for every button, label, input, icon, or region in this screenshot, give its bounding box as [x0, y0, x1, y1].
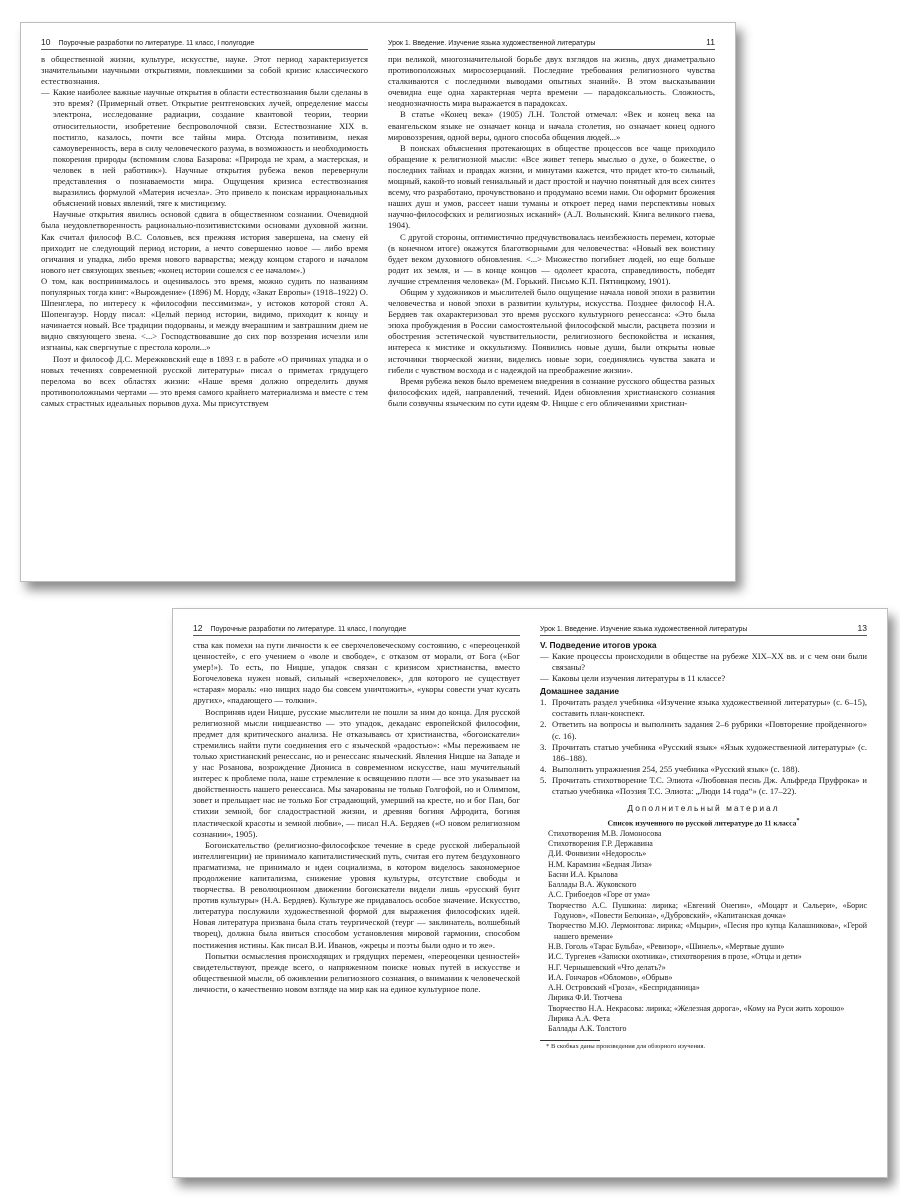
reading-list-item: Д.И. Фонвизин «Недоросль» [548, 849, 647, 859]
paragraph-text: В поисках объяснения протекающих в обществе процессов все чаще приходило обращение к религиозной мысли: «Все живет теперь мыслью о духе, о божестве, о последних тайнах и правдах жизни, и минутами кажется, что придет кто-то сильный, мощный, какой-то новый гениальный и даст простой и научно понятный для всех синтез всему, что разработано, прочувствовано и продумано всеми нами. Он оформит брожения наших душ и умов, рассеет наши туманы и откроет перед нами перспективы новых научно-философских и религиозных исканий» (А.Л. Волынский. Книга великого гнева, 1904). [388, 142, 715, 231]
homework-number: 3. [540, 741, 547, 752]
running-head [540, 623, 867, 636]
running-title: Поурочные разработки по литературе. 11 класс, I полугодие [58, 40, 255, 47]
dash-marker: — [540, 673, 549, 684]
running-title: Урок 1. Введение. Изучение языка художественной литературы [540, 626, 748, 633]
paragraph-text: Научные открытия явились основой сдвига в общественном сознании. Очевидной была неудовлетворенность рационально-позитивистскими основами духовной жизни. Как считал философ В.С. Соловьев, вся прежняя история завершена, на смену ей приходит не следующий период истории, а нечто совершенно новое — либо время огичания и упадка, либо время нового варварства; между концом старого и началом нового нет связующих звеньев; «конец истории сошелся с ее началом».) [41, 209, 368, 275]
page-number: 11 [706, 37, 715, 47]
reading-list-title-text: Список изученного по русской литературе до 11 класса [607, 818, 797, 828]
reading-list-item: Творчество М.Ю. Лермонтова: лирика; «Мцыри», «Песня про купца Калашникова», «Герой нашего времени» [548, 921, 867, 941]
homework-item [540, 697, 867, 719]
page-number: 12 [193, 623, 203, 633]
paragraph-text: Время рубежа веков было временем внедрения в сознание русского общества разных философских идей, направлений, течений. Идеи обновления христианского сознания были созвучны языческим по сути идеям Ф. Ницше с его обличениями христиан- [388, 375, 715, 408]
paragraph [41, 54, 368, 87]
running-head [388, 37, 715, 50]
homework-number: 5. [540, 774, 547, 785]
homework-text: Прочитать раздел учебника «Изучение языка художественной литературы» (с. 6–15), составить план-конспект. [552, 697, 867, 719]
reading-list-item: Н.В. Гоголь «Тарас Бульба», «Ревизор», «Шинель», «Мертвые души» [548, 941, 785, 951]
dash-marker: — [41, 87, 50, 98]
reading-list-item: Басни И.А. Крылова [548, 869, 618, 879]
homework-list [540, 697, 867, 797]
paragraph [388, 54, 715, 109]
paragraph [193, 640, 520, 707]
reading-list-item: Стихотворения М.В. Ломоносова [548, 828, 662, 838]
paragraph [41, 354, 368, 409]
reading-list-item: Стихотворения Г.Р. Державина [548, 838, 653, 848]
body-text [193, 640, 520, 995]
homework-number: 4. [540, 763, 547, 774]
footnote-rule [540, 1040, 600, 1041]
paragraph-text: Какие наиболее важные научные открытия в области естествознания были сделаны в это время? (Примерный ответ. Открытие рентгеновских лучей, определение массы электрона, исследование радиации, создание квантовой теории, теории относительности, изобретение беспроволочной связи. Естествознание XIX в. постигло, казалось, почти все тайны мира. Отсюда позитивизм, некая самоуверенность, вера в силу человеческого разума, в возможность и необходимость покорения природы (вспомним слова Базарова: «Природа не храм, а мастерская, и человек в ней работник»). Научные открытия рубежа веков перевернули представления о познаваемости мира. Ощущения кризиса естествознания выразились формулой «Материя исчезла». Это привело к поискам иррациональных объяснений новых явлений, тяге к мистицизму. [53, 87, 368, 209]
reading-list-item: Творчество А.С. Пушкина: лирика; «Евгений Онегин», «Моцарт и Сальери», «Борис Годунов», «Повести Белкина», «Дубровский», «Капитанская дочка» [548, 900, 867, 921]
paragraph-text: Восприняв идеи Ницше, русские мыслители не пошли за ним до конца. Для русской религиозной мысли ницшеанство — это упадок, декаданс европейской философии, предмет для критического анализа. Не отказываясь от христианства, «богоискатели» стремились найти пути соединения его с языческой «радостью»: «Мы переживаем не только христианский ренессанс, но и ренессанс языческий. Явления Ницше на Западе и у нас Розанова, возрождение Диониса в современном искусстве, наш мучительный интерес к проблеме пола, наше стремление к освящению плоти — все это указывает на двойственность нашего ренессанса. Мы зачарованы не только Голгофой, но и Олимпом, зовет и прельщает нас не только Бог страдающий, умерший на кресте, но и бог Пан, бог стихии земной, бог сладострастной жизни, и древняя богиня Афродита, богиня пластической красоты и земной любви», — писал Н.А. Бердяев («О новом религиозном сознании», 1905). [193, 706, 520, 839]
page-13 [530, 609, 887, 1177]
reading-list-item: Лирика Ф.И. Тютчева [548, 993, 623, 1003]
review-question [540, 651, 867, 673]
footnote-mark: * [796, 818, 800, 825]
reading-list [540, 829, 867, 1035]
homework-text: Прочитать стихотворение Т.С. Элиота «Любовная песнь Дж. Альфреда Пруфрока» и статью учебника «Поэзия Т.С. Элиота: „Люди 14 года“» (с. 17–22). [552, 774, 867, 797]
homework-number: 1. [540, 697, 547, 708]
page-11 [378, 23, 735, 581]
paragraph [388, 376, 715, 409]
paragraph [388, 109, 715, 142]
extra-material-heading: Дополнительный материал [627, 803, 780, 814]
footnote: * В скобках даны произведения для обзорного изучения. [546, 1042, 706, 1050]
running-head [193, 623, 520, 636]
paragraph-text: Богоискательство (религиозно-философское течение в среде русской либеральной интеллигенции) не принимало капиталистический путь, считая его путем бездуховного прагматизма, не принимало и идеи социализма, в котором виделось закономерное продолжение капитализма, снижение уровня культуры, отсутствие свободы и творчества. В революционном движении богоискатели видели лишь «русский бунт против культуры» (Н.А. Бердяев). Культуре же придавалось особое значение. Искусство, литература послужили художественной формой для выражения философских идей. Новая литература призвана была стать теургической (теург — заклинатель, волшебный творец), должна была явиться способом установления мировой гармонии, способом постижения истины. Как писал В.И. Иванов, «жрецы и поэты были одно и то же». [193, 839, 520, 950]
dash-marker: — [540, 651, 549, 661]
reading-list-item: И.А. Гончаров «Обломов», «Обрыв» [548, 972, 673, 982]
running-title: Урок 1. Введение. Изучение языка художественной литературы [388, 40, 596, 47]
reading-list-title [540, 818, 867, 828]
paragraph-text: при великой, многозначительной борьбе двух взглядов на жизнь, двух диаметрально противоположных миросозерцаний. Последние требования религиозного чувства сталкиваются с последними выводами опытных знаний». В этом высказывании очевидна еще одна характерная черта времени — парадоксальность. Сложность, неоднозначность мира выражается в парадоксах. [388, 54, 715, 109]
page-number: 10 [41, 37, 51, 47]
homework-item [540, 775, 867, 797]
homework-text: Прочитать статью учебника «Русский язык» «Язык художественной литературы» (с. 186–188). [552, 741, 867, 763]
review-questions [540, 651, 867, 684]
running-title: Поурочные разработки по литературе. 11 класс, I полугодие [210, 626, 407, 633]
paragraph [388, 287, 715, 376]
reading-list-item: А.С. Грибоедов «Горе от ума» [548, 890, 651, 900]
paragraph [193, 840, 520, 951]
paragraph-text: в общественной жизни, культуре, искусстве, науке. Этот период характеризуется значительными научными открытиями, повлекшими за собой кризис классического естествознания. [41, 54, 368, 87]
paragraph [193, 707, 520, 840]
reading-list-item: Лирика А.А. Фета [548, 1014, 610, 1023]
running-head [41, 37, 368, 50]
paragraph-text: О том, как воспринималось и оценивалось это время, можно судить по названиям популярных тогда книг: «Вырождение» (1896) М. Норду, «Закат Европы» (1918–1922) О. Шпенглера, по интересу к «философии пессимизма», у истоков которой стоял А. Шопенгауэр. Норду писал: «Целый период истории, видимо, приходит к концу и начинается новый. Все традиции подорваны, и между вчерашним и завтрашним днем не видно связующего звена. <...> Господствовавшие до сих пор воззрения исчезли или изгнаны, как свергнутые с престола короли...» [41, 275, 368, 353]
paragraph-text: Общим у художников и мыслителей было ощущение начала новой эпохи в развитии человечества и новой эпохи в развитии культуры, искусства. Позднее философ Н.А. Бердяев так охарактеризовал это время русского культурного ренессанса: «Это была эпоха пробуждения в России самостоятельной философской мысли, расцвета поэзии и обострения эстетической чувствительности, религиозного беспокойства и искания, интереса к мистике и оккультизму. Появились новые души, были открыты новые источники творческой жизни, виделись новые зори, соединялись чувства заката и гибели с чувством восхода и с надеждой на преображение жизни». [388, 286, 715, 375]
reading-list-item: Баллады А.К. Толстого [548, 1024, 627, 1034]
homework-text: Выполнить упражнения 254, 255 учебника «Русский язык» (с. 188). [552, 763, 800, 774]
section-heading: V. Подведение итогов урока [540, 640, 657, 650]
paragraph [41, 87, 368, 209]
paragraph [193, 951, 520, 995]
paragraph [388, 143, 715, 232]
page-number: 13 [857, 623, 867, 633]
paragraph-text: В статье «Конец века» (1905) Л.Н. Толстой отмечал: «Век и конец века на евангельском языке не означает конца и начала столетия, но означает конец одного мировоззрения, одной веры, одного способа общения людей...» [388, 109, 715, 142]
paragraph [388, 232, 715, 287]
review-question [540, 673, 867, 684]
page-12 [173, 609, 530, 1177]
paragraph [41, 276, 368, 354]
book-spread-pages-12-13 [172, 608, 888, 1178]
paragraph-text: ства как помехи на пути личности к ее сверхчеловеческому состоянию, с «переоценкой ценностей», с его учением о «воле и свободе», с отказом от морали, от Бога («Бог умер!»). То есть, по Ницше, упадок связан с кризисом христианства, вместо Богочеловека нужен новый, сильный «сверхчеловек», для которого не существует «старая» мораль: «но нищих надо бы совсем уничтожить», «укоры совести учат кусать других», «падающего — толкни». [193, 640, 520, 706]
body-text [388, 54, 715, 409]
paragraph [41, 209, 368, 276]
paragraph-text: Попытки осмысления происходящих и грядущих перемен, «переоценки ценностей» свидетельствуют, прежде всего, о напряженном поиске новых путей в искусстве и общественной мысли, об оживлении религиозного сознания, о внимании к человеческой личности, о качественно новом взгляде на мир как на единое культурное поле. [193, 950, 520, 994]
question-text: Каковы цели изучения литературы в 11 классе? [552, 673, 726, 684]
reading-list-item: А.Н. Островский «Гроза», «Бесприданница» [548, 983, 700, 993]
homework-heading: Домашнее задание [540, 686, 620, 697]
paragraph-text: Поэт и философ Д.С. Мережковский еще в 1893 г. в работе «О причинах упадка и о новых течениях современной русской литературы» писал о приметах грядущего перелома во всех областях жизни: «Наше время должно определить двумя противоположными чертами — это время самого крайнего материализма и вместе с тем самых страстных идеальных порывов духа. Мы присутствуем [41, 353, 368, 408]
homework-item [540, 719, 867, 741]
paragraph-text: С другой стороны, оптимистично предчувствовалась неизбежность перемен, которые (в конечном итоге) окажутся благотворными для человечества: «Новый век воистину будет веком духовного обновления. <...> Множество погибнет людей, но еще больше родит их земля, и — в конце концов — одолеет красота, справедливость, победят лучшие стремления человека» (М. Горький. Письмо К.П. Пятницкому, 1901). [388, 231, 715, 286]
reading-list-item: Н.Г. Чернышевский «Что делать?» [548, 962, 666, 972]
homework-text: Ответить на вопросы и выполнить задания 2–6 рубрики «Повторение пройденного» (с. 16). [552, 719, 867, 741]
reading-list-item: И.С. Тургенев «Записки охотника», стихотворения в прозе, «Отцы и дети» [548, 952, 802, 962]
homework-item [540, 742, 867, 764]
homework-item [540, 764, 867, 775]
book-spread-pages-10-11 [20, 22, 736, 582]
page-10 [21, 23, 378, 581]
question-text: Какие процессы происходили в обществе на рубеже XIX–XX вв. и с чем они были связаны? [552, 651, 867, 673]
reading-list-item: Баллады В.А. Жуковского [548, 880, 637, 890]
body-text [41, 54, 368, 409]
reading-list-item: Н.М. Карамзин «Бедная Лиза» [548, 859, 653, 869]
homework-number: 2. [540, 719, 547, 730]
reading-list-item: Творчество Н.А. Некрасова: лирика; «Железная дорога», «Кому на Руси жить хорошо» [548, 1003, 845, 1013]
